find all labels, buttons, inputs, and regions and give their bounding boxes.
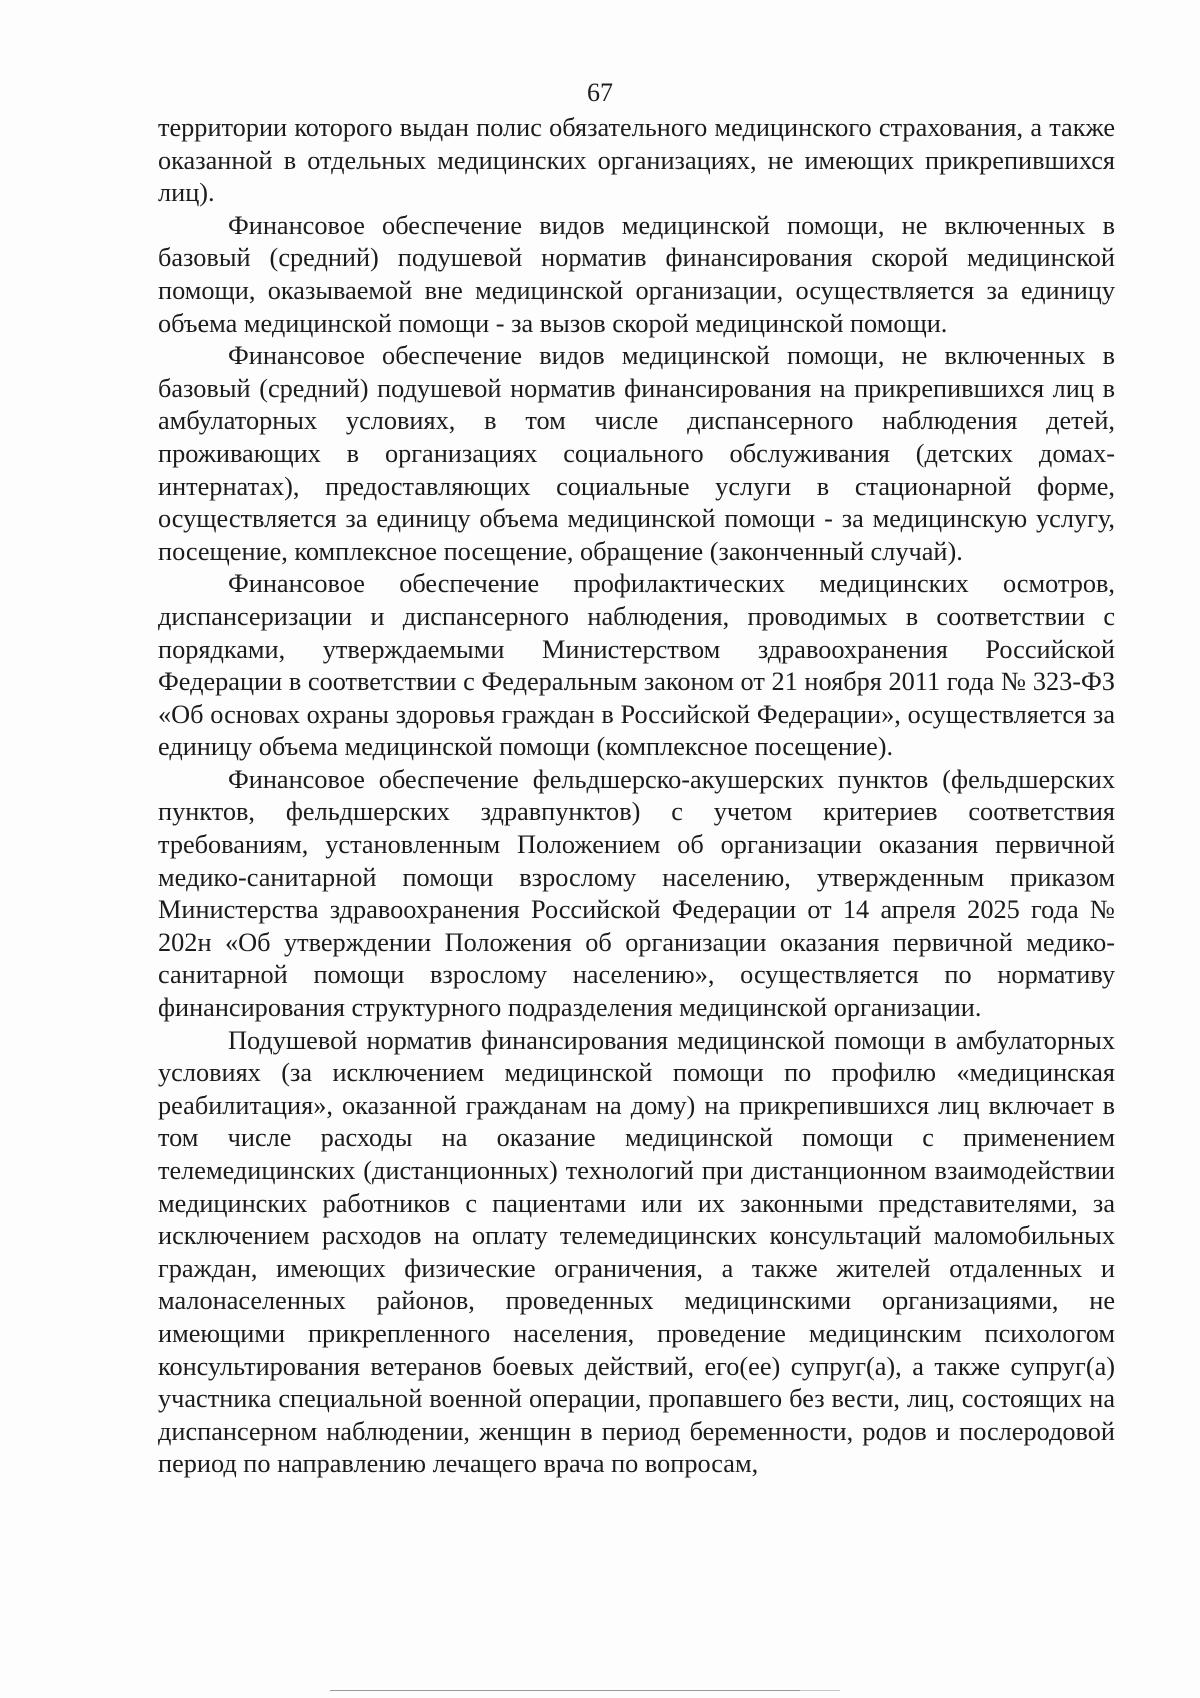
scan-edge-line (330, 1690, 820, 1691)
paragraph-1: территории которого выдан полис обязательного медицинского страхования, а также оказанной в отдельных медицинских организациях, не имеющих прикрепившихся лиц). (158, 113, 1115, 208)
scan-edge-line-faint (800, 1690, 840, 1691)
page-number: 67 (587, 78, 613, 107)
document-body (158, 112, 1115, 1481)
paragraph-3: Финансовое обеспечение видов медицинской помощи, не включенных в базовый (средний) подушевой норматив финансирования на прикрепившихся лиц в амбулаторных условиях, в том числе диспансерного наблюдения детей, проживающих в организациях социального обслуживания (детских домах-интернатах), предоставляющих социальные услуги в стационарной форме, осуществляется за единицу объема медицинской помощи - за медицинскую услугу, посещение, комплексное посещение, обращение (законченный случай). (158, 341, 1115, 566)
paragraph-6: Подушевой норматив финансирования медицинской помощи в амбулаторных условиях (за исключением медицинской помощи по профилю «медицинская реабилитация», оказанной гражданам на дому) на прикрепившихся лиц включает в том числе расходы на оказание медицинской помощи с применением телемедицинских (дистанционных) технологий при дистанционном взаимодействии медицинских работников с пациентами или их законными представителями, за исключением расходов на оплату телемедицинских консультаций маломобильных граждан, имеющих физические ограничения, а также жителей отдаленных и малонаселенных районов, проведенных медицинскими организациями, не имеющими прикрепленного населения, проведение медицинским психологом консультирования ветеранов боевых действий, его(ее) супруг(а), а также супруг(а) участника специальной военной операции, пропавшего без вести, лиц, состоящих на диспансерном наблюдении, женщин в период беременности, родов и послеродовой период по направлению лечащего врача по вопросам, (158, 1025, 1115, 1479)
paragraph-2: Финансовое обеспечение видов медицинской помощи, не включенных в базовый (средний) подушевой норматив финансирования скорой медицинской помощи, оказываемой вне медицинской организации, осуществляется за единицу объема медицинской помощи - за вызов скорой медицинской помощи. (158, 210, 1115, 338)
paragraph-4: Финансовое обеспечение профилактических медицинских осмотров, диспансеризации и диспансерного наблюдения, проводимых в соответствии с порядками, утверждаемыми Министерством здравоохранения Российской Федерации в соответствии с Федеральным законом от 21 ноября 2011 года № 323-ФЗ «Об основах охраны здоровья граждан в Российской Федерации», осуществляется за единицу объема медицинской помощи (комплексное посещение). (158, 569, 1115, 762)
paragraph-5: Финансовое обеспечение фельдшерско-акушерских пунктов (фельдшерских пунктов, фельдшерских здравпунктов) с учетом критериев соответствия требованиям, установленным Положением об организации оказания первичной медико-санитарной помощи взрослому населению, утвержденным приказом Министерства здравоохранения Российской Федерации от 14 апреля 2025 года № 202н «Об утверждении Положения об организации оказания первичной медико-санитарной помощи взрослому населению», осуществляется по нормативу финансирования структурного подразделения медицинской организации. (158, 764, 1115, 1023)
